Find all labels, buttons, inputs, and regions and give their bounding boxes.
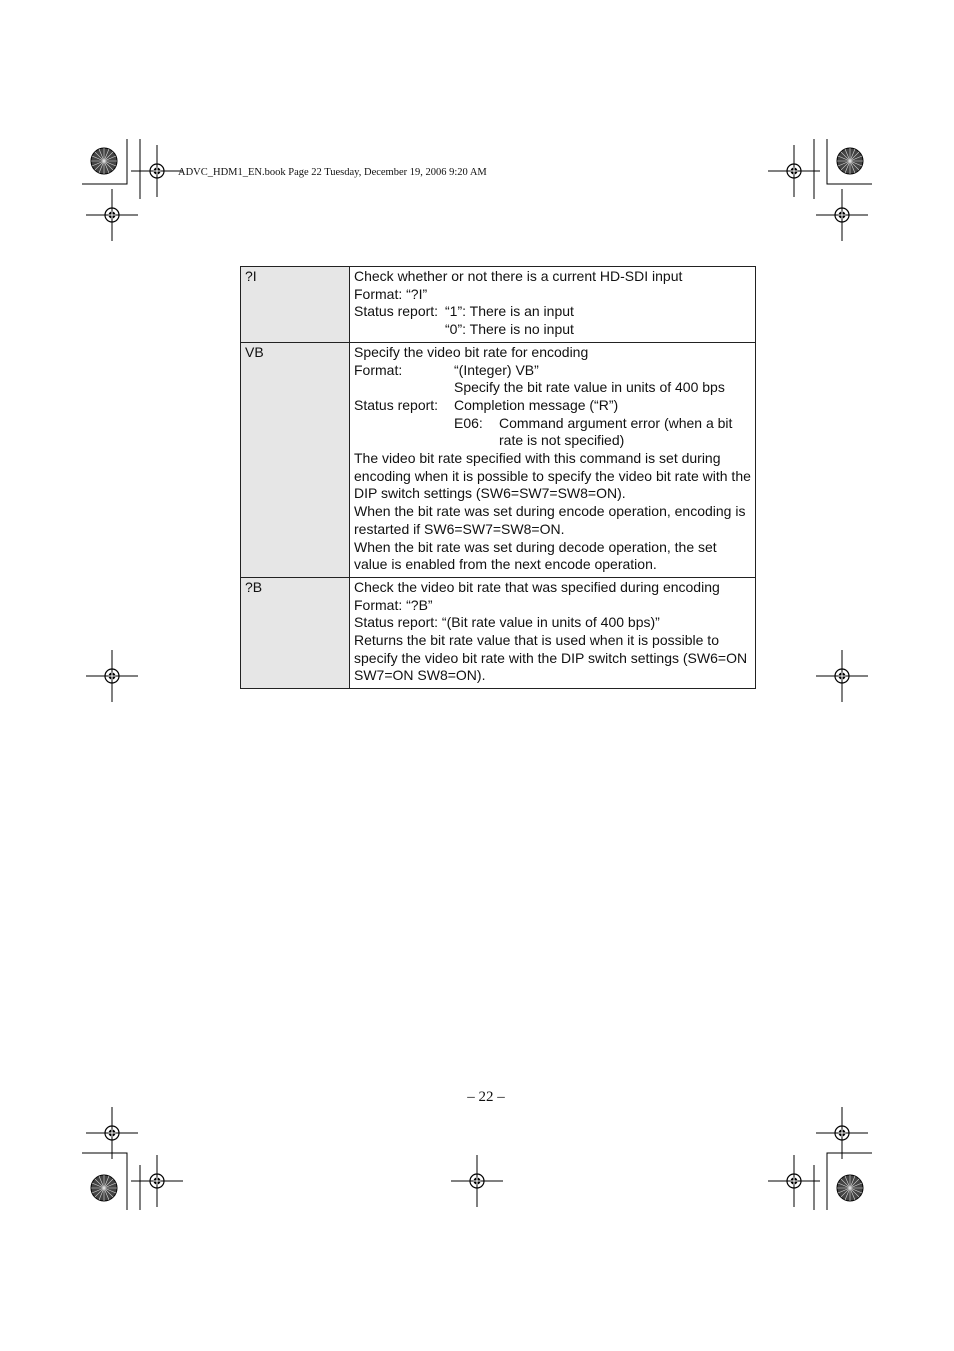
description-paragraph: When the bit rate was set during decode operation, the set value is enabled from the next encode operation. — [354, 538, 717, 573]
status-report — [354, 321, 751, 339]
command-description — [350, 577, 756, 688]
command-key: ?B — [241, 577, 350, 688]
status-report — [354, 397, 751, 415]
command-title: Check whether or not there is a current HD-SDI input — [354, 268, 683, 284]
table-row — [241, 342, 756, 577]
error-code: E06: — [454, 414, 483, 431]
command-key: ?I — [241, 267, 350, 343]
status-value: “1”: There is an input — [445, 303, 574, 320]
status-label: Status report: — [354, 303, 439, 320]
table-row — [241, 267, 756, 343]
command-format: Format: “?I” — [354, 285, 428, 302]
error-text: Command argument error (when a bit rate is not specified) — [499, 414, 733, 449]
error-entry — [454, 415, 744, 450]
status-value: “0”: There is no input — [445, 321, 574, 338]
format-value: “(Integer) VB” — [454, 361, 539, 378]
status-report — [354, 303, 751, 321]
command-table — [240, 266, 756, 689]
command-title: Specify the video bit rate for encoding — [354, 343, 589, 360]
command-format: Format: “?B” — [354, 596, 433, 613]
print-header: ADVC_HDM1_EN.book Page 22 Tuesday, December 19, 2006 9:20 AM — [178, 167, 487, 178]
status-value: Completion message (“R”) — [454, 396, 619, 413]
description-paragraph: Returns the bit rate value that is used when it is possible to specify the video bit rate with the DIP switch settings (SW6=ON SW7=ON SW8=ON). — [354, 632, 748, 684]
command-key: VB — [241, 342, 350, 577]
command-format — [354, 362, 751, 380]
command-title: Check the video bit rate that was specified during encoding — [354, 578, 720, 595]
description-paragraph: The video bit rate specified with this command is set during encoding when it is possible to specify the video bit rate with the DIP switch settings (SW6=SW7=SW8=ON). — [354, 450, 751, 502]
format-label: Format: — [354, 361, 403, 378]
table-row — [241, 577, 756, 688]
format-note: Specify the bit rate value in units of 400 bps — [454, 379, 725, 396]
status-report: Status report: “(Bit rate value in units of 400 bps)” — [354, 614, 660, 631]
page-number: – 22 – — [467, 1089, 505, 1105]
description-paragraph: When the bit rate was set during encode operation, encoding is restarted if SW6=SW7=SW8=ON. — [354, 503, 746, 537]
status-label: Status report: — [354, 396, 439, 413]
command-description — [350, 267, 756, 343]
command-description — [350, 342, 756, 577]
